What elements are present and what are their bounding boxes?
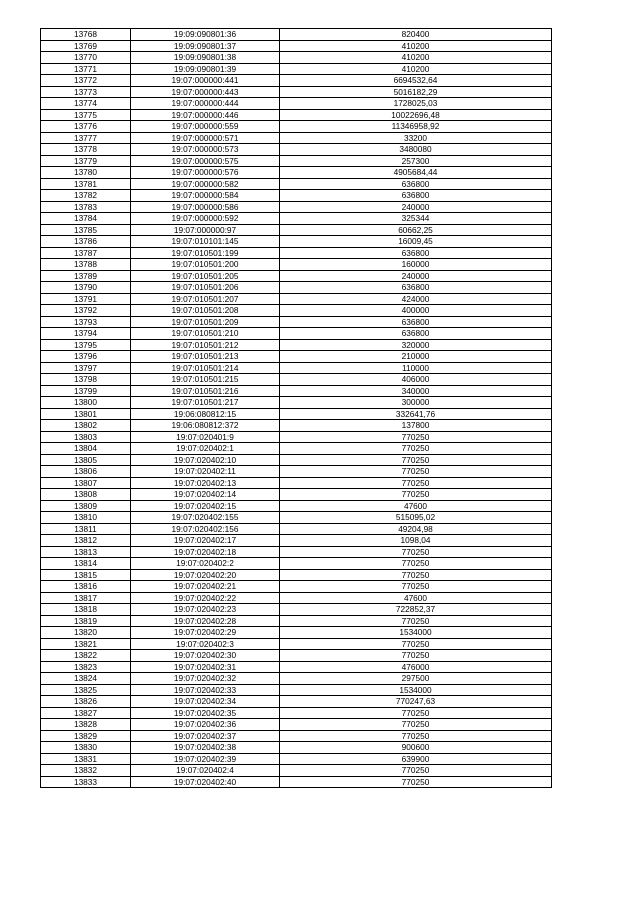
table-row (41, 546, 552, 558)
value-cell: 10022696,48 (280, 109, 552, 121)
cadastral-number-cell: 19:07:000000:582 (131, 178, 280, 190)
row-number-cell: 13787 (41, 247, 131, 259)
table-row (41, 224, 552, 236)
cadastral-number-cell: 19:06:080812:15 (131, 408, 280, 420)
row-number-cell: 13773 (41, 86, 131, 98)
cadastral-number-cell: 19:07:020402:37 (131, 730, 280, 742)
table-row (41, 121, 552, 133)
table-row (41, 638, 552, 650)
value-cell: 636800 (280, 178, 552, 190)
cadastral-number-cell: 19:07:020402:29 (131, 627, 280, 639)
table-row (41, 489, 552, 501)
value-cell: 332641,76 (280, 408, 552, 420)
row-number-cell: 13792 (41, 305, 131, 317)
row-number-cell: 13784 (41, 213, 131, 225)
row-number-cell: 13830 (41, 742, 131, 754)
row-number-cell: 13814 (41, 558, 131, 570)
cadastral-number-cell: 19:07:010501:210 (131, 328, 280, 340)
table-row (41, 615, 552, 627)
cadastral-number-cell: 19:07:000000:446 (131, 109, 280, 121)
cadastral-number-cell: 19:07:020402:31 (131, 661, 280, 673)
row-number-cell: 13795 (41, 339, 131, 351)
value-cell: 210000 (280, 351, 552, 363)
row-number-cell: 13822 (41, 650, 131, 662)
row-number-cell: 13798 (41, 374, 131, 386)
cadastral-number-cell: 19:07:000000:441 (131, 75, 280, 87)
value-cell: 770250 (280, 477, 552, 489)
value-cell: 1534000 (280, 684, 552, 696)
table-row (41, 75, 552, 87)
value-cell: 160000 (280, 259, 552, 271)
value-cell: 820400 (280, 29, 552, 41)
table-row (41, 684, 552, 696)
row-number-cell: 13788 (41, 259, 131, 271)
row-number-cell: 13799 (41, 385, 131, 397)
row-number-cell: 13769 (41, 40, 131, 52)
cadastral-number-cell: 19:07:010501:205 (131, 270, 280, 282)
value-cell: 240000 (280, 201, 552, 213)
row-number-cell: 13803 (41, 431, 131, 443)
value-cell: 11346958,92 (280, 121, 552, 133)
row-number-cell: 13828 (41, 719, 131, 731)
value-cell: 900600 (280, 742, 552, 754)
cadastral-number-cell: 19:07:020402:23 (131, 604, 280, 616)
row-number-cell: 13823 (41, 661, 131, 673)
value-cell: 297500 (280, 673, 552, 685)
cadastral-number-cell: 19:07:020402:34 (131, 696, 280, 708)
row-number-cell: 13771 (41, 63, 131, 75)
cadastral-number-cell: 19:07:010501:214 (131, 362, 280, 374)
row-number-cell: 13813 (41, 546, 131, 558)
value-cell: 770247,63 (280, 696, 552, 708)
row-number-cell: 13824 (41, 673, 131, 685)
table-body (41, 29, 552, 788)
value-cell: 257300 (280, 155, 552, 167)
table-row (41, 167, 552, 179)
cadastral-number-cell: 19:07:020402:35 (131, 707, 280, 719)
table-row (41, 178, 552, 190)
table-row (41, 155, 552, 167)
row-number-cell: 13789 (41, 270, 131, 282)
row-number-cell: 13817 (41, 592, 131, 604)
row-number-cell: 13776 (41, 121, 131, 133)
table-row (41, 397, 552, 409)
table-row (41, 466, 552, 478)
table-row (41, 328, 552, 340)
value-cell: 770250 (280, 650, 552, 662)
value-cell: 110000 (280, 362, 552, 374)
value-cell: 5016182,29 (280, 86, 552, 98)
value-cell: 137800 (280, 420, 552, 432)
cadastral-number-cell: 19:09:090801:37 (131, 40, 280, 52)
value-cell: 770250 (280, 443, 552, 455)
value-cell: 770250 (280, 431, 552, 443)
table-row (41, 374, 552, 386)
row-number-cell: 13810 (41, 512, 131, 524)
table-row (41, 259, 552, 271)
value-cell: 424000 (280, 293, 552, 305)
table-row (41, 661, 552, 673)
value-cell: 770250 (280, 719, 552, 731)
row-number-cell: 13809 (41, 500, 131, 512)
cadastral-number-cell: 19:07:020402:10 (131, 454, 280, 466)
row-number-cell: 13797 (41, 362, 131, 374)
table-row (41, 730, 552, 742)
cadastral-number-cell: 19:07:020402:18 (131, 546, 280, 558)
row-number-cell: 13815 (41, 569, 131, 581)
value-cell: 400000 (280, 305, 552, 317)
row-number-cell: 13794 (41, 328, 131, 340)
cadastral-number-cell: 19:07:020402:39 (131, 753, 280, 765)
table-row (41, 282, 552, 294)
row-number-cell: 13825 (41, 684, 131, 696)
cadastral-number-cell: 19:07:000000:576 (131, 167, 280, 179)
table-row (41, 52, 552, 64)
cadastral-number-cell: 19:07:020402:38 (131, 742, 280, 754)
table-row (41, 742, 552, 754)
row-number-cell: 13800 (41, 397, 131, 409)
table-row (41, 420, 552, 432)
cadastral-number-cell: 19:07:020402:13 (131, 477, 280, 489)
value-cell: 770250 (280, 707, 552, 719)
row-number-cell: 13831 (41, 753, 131, 765)
table-row (41, 247, 552, 259)
value-cell: 770250 (280, 558, 552, 570)
value-cell: 47600 (280, 500, 552, 512)
table-row (41, 753, 552, 765)
value-cell: 49204,98 (280, 523, 552, 535)
row-number-cell: 13802 (41, 420, 131, 432)
table-row (41, 627, 552, 639)
value-cell: 3480080 (280, 144, 552, 156)
value-cell: 515095,02 (280, 512, 552, 524)
cadastral-number-cell: 19:07:000000:559 (131, 121, 280, 133)
cadastral-number-cell: 19:07:020402:40 (131, 776, 280, 788)
row-number-cell: 13821 (41, 638, 131, 650)
row-number-cell: 13786 (41, 236, 131, 248)
value-cell: 1098,04 (280, 535, 552, 547)
table-row (41, 719, 552, 731)
table-row (41, 535, 552, 547)
row-number-cell: 13816 (41, 581, 131, 593)
value-cell: 476000 (280, 661, 552, 673)
value-cell: 240000 (280, 270, 552, 282)
cadastral-number-cell: 19:07:020402:28 (131, 615, 280, 627)
value-cell: 770250 (280, 569, 552, 581)
row-number-cell: 13833 (41, 776, 131, 788)
value-cell: 4905684,44 (280, 167, 552, 179)
row-number-cell: 13790 (41, 282, 131, 294)
table-row (41, 29, 552, 41)
cadastral-number-cell: 19:07:020402:17 (131, 535, 280, 547)
table-row (41, 86, 552, 98)
table-row (41, 316, 552, 328)
value-cell: 325344 (280, 213, 552, 225)
row-number-cell: 13785 (41, 224, 131, 236)
row-number-cell: 13805 (41, 454, 131, 466)
row-number-cell: 13779 (41, 155, 131, 167)
cadastral-number-cell: 19:07:020402:32 (131, 673, 280, 685)
row-number-cell: 13818 (41, 604, 131, 616)
table-row (41, 673, 552, 685)
table-row (41, 776, 552, 788)
value-cell: 60662,25 (280, 224, 552, 236)
cadastral-number-cell: 19:07:020402:22 (131, 592, 280, 604)
value-cell: 16009,45 (280, 236, 552, 248)
value-cell: 410200 (280, 40, 552, 52)
row-number-cell: 13772 (41, 75, 131, 87)
cadastral-number-cell: 19:07:010501:200 (131, 259, 280, 271)
row-number-cell: 13804 (41, 443, 131, 455)
cadastral-number-cell: 19:07:000000:575 (131, 155, 280, 167)
value-cell: 410200 (280, 63, 552, 75)
row-number-cell: 13782 (41, 190, 131, 202)
table-row (41, 408, 552, 420)
row-number-cell: 13819 (41, 615, 131, 627)
table-row (41, 650, 552, 662)
table-row (41, 523, 552, 535)
table-row (41, 144, 552, 156)
row-number-cell: 13826 (41, 696, 131, 708)
value-cell: 636800 (280, 247, 552, 259)
value-cell: 770250 (280, 776, 552, 788)
cadastral-number-cell: 19:07:000000:443 (131, 86, 280, 98)
value-cell: 33200 (280, 132, 552, 144)
cadastral-number-cell: 19:07:020402:3 (131, 638, 280, 650)
value-cell: 770250 (280, 765, 552, 777)
row-number-cell: 13781 (41, 178, 131, 190)
table-row (41, 362, 552, 374)
table-row (41, 109, 552, 121)
table-row (41, 63, 552, 75)
row-number-cell: 13793 (41, 316, 131, 328)
row-number-cell: 13770 (41, 52, 131, 64)
cadastral-number-cell: 19:07:020402:155 (131, 512, 280, 524)
cadastral-number-cell: 19:07:010501:208 (131, 305, 280, 317)
value-cell: 770250 (280, 615, 552, 627)
table-row (41, 443, 552, 455)
cadastral-number-cell: 19:07:010501:213 (131, 351, 280, 363)
table-row (41, 696, 552, 708)
row-number-cell: 13812 (41, 535, 131, 547)
value-cell: 722852,37 (280, 604, 552, 616)
cadastral-number-cell: 19:07:020402:30 (131, 650, 280, 662)
value-cell: 1728025,03 (280, 98, 552, 110)
cadastral-number-cell: 19:07:020402:2 (131, 558, 280, 570)
table-row (41, 213, 552, 225)
row-number-cell: 13780 (41, 167, 131, 179)
table-row (41, 132, 552, 144)
value-cell: 410200 (280, 52, 552, 64)
row-number-cell: 13783 (41, 201, 131, 213)
row-number-cell: 13777 (41, 132, 131, 144)
cadastral-number-cell: 19:07:010501:199 (131, 247, 280, 259)
cadastral-number-cell: 19:07:000000:573 (131, 144, 280, 156)
row-number-cell: 13774 (41, 98, 131, 110)
cadastral-number-cell: 19:07:020402:11 (131, 466, 280, 478)
cadastral-number-cell: 19:07:000000:444 (131, 98, 280, 110)
value-cell: 406000 (280, 374, 552, 386)
value-cell: 770250 (280, 546, 552, 558)
value-cell: 636800 (280, 328, 552, 340)
table-row (41, 707, 552, 719)
cadastral-number-cell: 19:09:090801:38 (131, 52, 280, 64)
cadastral-number-cell: 19:07:000000:584 (131, 190, 280, 202)
table-row (41, 604, 552, 616)
cadastral-number-cell: 19:07:010501:212 (131, 339, 280, 351)
cadastral-number-cell: 19:07:000000:592 (131, 213, 280, 225)
value-cell: 340000 (280, 385, 552, 397)
cadastral-number-cell: 19:09:090801:36 (131, 29, 280, 41)
cadastral-number-cell: 19:07:010501:209 (131, 316, 280, 328)
table-row (41, 569, 552, 581)
table-row (41, 305, 552, 317)
cadastral-number-cell: 19:07:020402:21 (131, 581, 280, 593)
table-row (41, 765, 552, 777)
cadastral-number-cell: 19:07:000000:586 (131, 201, 280, 213)
table-row (41, 98, 552, 110)
cadastral-number-cell: 19:07:010501:215 (131, 374, 280, 386)
table-row (41, 236, 552, 248)
cadastral-number-cell: 19:07:020402:4 (131, 765, 280, 777)
table-row (41, 339, 552, 351)
cadastral-number-cell: 19:06:080812:372 (131, 420, 280, 432)
table-row (41, 270, 552, 282)
cadastral-number-cell: 19:07:010501:217 (131, 397, 280, 409)
cadastral-number-cell: 19:07:010501:216 (131, 385, 280, 397)
value-cell: 770250 (280, 730, 552, 742)
row-number-cell: 13796 (41, 351, 131, 363)
value-cell: 636800 (280, 282, 552, 294)
cadastral-number-cell: 19:07:020402:1 (131, 443, 280, 455)
cadastral-number-cell: 19:07:020402:20 (131, 569, 280, 581)
cadastral-number-cell: 19:09:090801:39 (131, 63, 280, 75)
row-number-cell: 13827 (41, 707, 131, 719)
value-cell: 320000 (280, 339, 552, 351)
data-table (40, 28, 552, 788)
cadastral-number-cell: 19:07:020402:14 (131, 489, 280, 501)
cadastral-number-cell: 19:07:010101:145 (131, 236, 280, 248)
cadastral-number-cell: 19:07:000000:571 (131, 132, 280, 144)
table-row (41, 190, 552, 202)
row-number-cell: 13807 (41, 477, 131, 489)
row-number-cell: 13791 (41, 293, 131, 305)
cadastral-number-cell: 19:07:010501:206 (131, 282, 280, 294)
value-cell: 770250 (280, 454, 552, 466)
cadastral-number-cell: 19:07:010501:207 (131, 293, 280, 305)
table-row (41, 558, 552, 570)
cadastral-number-cell: 19:07:020401:9 (131, 431, 280, 443)
table-row (41, 351, 552, 363)
table-row (41, 454, 552, 466)
cadastral-number-cell: 19:07:020402:36 (131, 719, 280, 731)
cadastral-number-cell: 19:07:020402:15 (131, 500, 280, 512)
row-number-cell: 13832 (41, 765, 131, 777)
value-cell: 636800 (280, 316, 552, 328)
row-number-cell: 13820 (41, 627, 131, 639)
row-number-cell: 13811 (41, 523, 131, 535)
value-cell: 639900 (280, 753, 552, 765)
row-number-cell: 13808 (41, 489, 131, 501)
cadastral-number-cell: 19:07:020402:156 (131, 523, 280, 535)
table-row (41, 500, 552, 512)
value-cell: 300000 (280, 397, 552, 409)
table-row (41, 293, 552, 305)
row-number-cell: 13775 (41, 109, 131, 121)
table-row (41, 201, 552, 213)
value-cell: 47600 (280, 592, 552, 604)
value-cell: 770250 (280, 581, 552, 593)
value-cell: 770250 (280, 466, 552, 478)
value-cell: 1534000 (280, 627, 552, 639)
row-number-cell: 13806 (41, 466, 131, 478)
table-row (41, 592, 552, 604)
cadastral-number-cell: 19:07:000000:97 (131, 224, 280, 236)
row-number-cell: 13829 (41, 730, 131, 742)
table-row (41, 477, 552, 489)
table-row (41, 431, 552, 443)
table-row (41, 385, 552, 397)
value-cell: 6694532,64 (280, 75, 552, 87)
row-number-cell: 13768 (41, 29, 131, 41)
row-number-cell: 13801 (41, 408, 131, 420)
cadastral-number-cell: 19:07:020402:33 (131, 684, 280, 696)
table-row (41, 512, 552, 524)
row-number-cell: 13778 (41, 144, 131, 156)
table-row (41, 581, 552, 593)
value-cell: 770250 (280, 638, 552, 650)
value-cell: 770250 (280, 489, 552, 501)
table-row (41, 40, 552, 52)
value-cell: 636800 (280, 190, 552, 202)
